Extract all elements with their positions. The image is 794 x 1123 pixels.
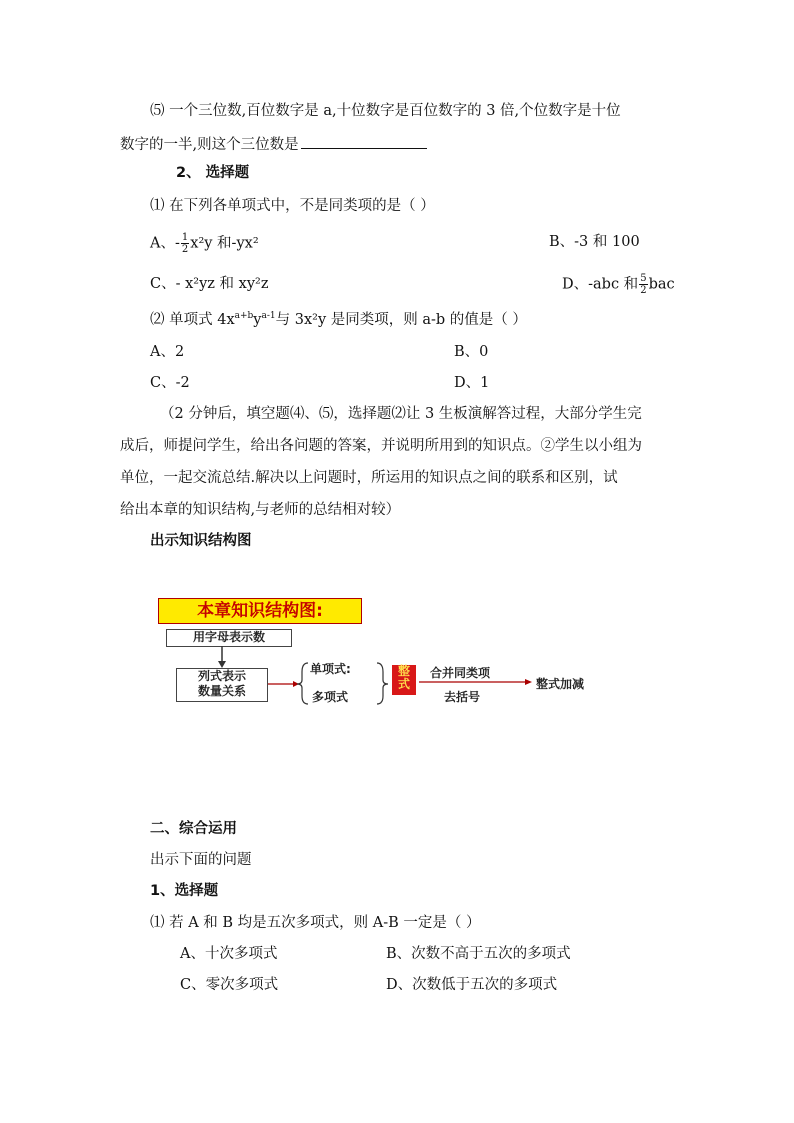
q2-stem-part-a: ⑵ 单项式 4x: [150, 312, 235, 328]
q2-stem-part-c: 与 3x²y 是同类项，则 a-b 的值是（ ）: [275, 312, 527, 328]
q2-stem-part-b: y: [253, 312, 262, 328]
knowledge-structure-diagram: [152, 598, 622, 708]
option-d-text: bac: [648, 276, 675, 293]
q2-exponent-1: a+b: [234, 311, 254, 322]
part2-q1-option-d: D、次数低于五次的多项式: [386, 977, 558, 993]
section-2-heading: 2、 选择题: [176, 165, 250, 181]
part-2-heading: 二、综合运用: [150, 821, 237, 837]
fraction-one-half: [181, 232, 189, 255]
center-box-integral-expression: [392, 665, 416, 695]
box-letters-represent-numbers: 用字母表示数: [166, 629, 292, 647]
part2-q1-option-b: B、次数不高于五次的多项式: [386, 946, 571, 962]
fraction-numerator: 1: [181, 232, 189, 243]
choice-q1-stem: ⑴ 在下列各单项式中，不是同类项的是（ ）: [150, 198, 435, 214]
choice-q2-option-a: A、2: [150, 344, 185, 360]
option-a-text: x²y 和-yx²: [190, 235, 259, 252]
option-a-label: A、: [150, 235, 175, 252]
question-5-line1: ⑸ 一个三位数,百位数字是 a,十位数字是百位数字的 3 倍,个位数字是十位: [150, 103, 621, 119]
choice-q1-option-d: [562, 273, 675, 296]
label-polynomial: 多项式: [312, 690, 349, 704]
center-line2: 式: [397, 677, 410, 691]
choice-q2-option-b: B、0: [454, 344, 489, 360]
center-line1: 整: [397, 664, 410, 678]
part-2-subheading: 1、选择题: [150, 883, 219, 899]
choice-q2-option-c: C、-2: [150, 375, 190, 391]
label-polynomial-addition: 整式加减: [536, 677, 585, 691]
fraction-denominator: 2: [181, 244, 189, 255]
note-line-1: （2 分钟后，填空题⑷、⑸，选择题⑵让 3 生板演解答过程，大部分学生完: [160, 406, 642, 422]
diagram-title: 本章知识结构图:: [158, 598, 362, 624]
note-line-4: 给出本章的知识结构,与老师的总结相对较）: [120, 502, 401, 518]
box2-line2: 数量关系: [197, 684, 246, 698]
label-combine-like-terms: 合并同类项: [430, 666, 491, 680]
choice-q2-option-d: D、1: [454, 375, 490, 391]
question-5-line2-text: 数字的一半,则这个三位数是: [120, 137, 299, 153]
note-line-3: 单位，一起交流总结.解决以上问题时，所运用的知识点之间的联系和区别，试: [120, 470, 618, 486]
part-2-intro: 出示下面的问题: [150, 852, 252, 868]
q2-exponent-2: a-1: [261, 311, 276, 322]
choice-q1-option-a: A、- $\frac{1}{2}$ x²y 和-yx²: [150, 232, 259, 255]
part2-q1-stem: ⑴ 若 A 和 B 均是五次多项式，则 A-B 一定是（ ）: [150, 915, 481, 931]
fraction-denominator: 2: [640, 285, 647, 296]
answer-blank: [301, 134, 427, 149]
fraction-numerator: 5: [640, 273, 647, 284]
choice-q1-option-c: C、- x²yz 和 xy²z: [150, 276, 269, 292]
label-monomial: 单项式:: [310, 662, 351, 676]
part2-q1-option-c: C、零次多项式: [180, 977, 279, 993]
label-remove-brackets: 去括号: [444, 690, 481, 704]
part2-q1-option-a: A、十次多项式: [180, 946, 278, 962]
show-structure-heading: 出示知识结构图: [150, 533, 252, 549]
note-line-2: 成后，师提问学生，给出各问题的答案，并说明所用到的知识点。②学生以小组为: [120, 438, 642, 454]
option-d-label: D、-abc 和: [562, 276, 639, 293]
choice-q1-option-b: B、-3 和 100: [549, 234, 640, 250]
fraction-five-half: [639, 273, 647, 296]
choice-q2-stem: [150, 310, 527, 330]
question-5-line2: [120, 134, 427, 155]
box2-line1: 列式表示: [197, 669, 246, 683]
